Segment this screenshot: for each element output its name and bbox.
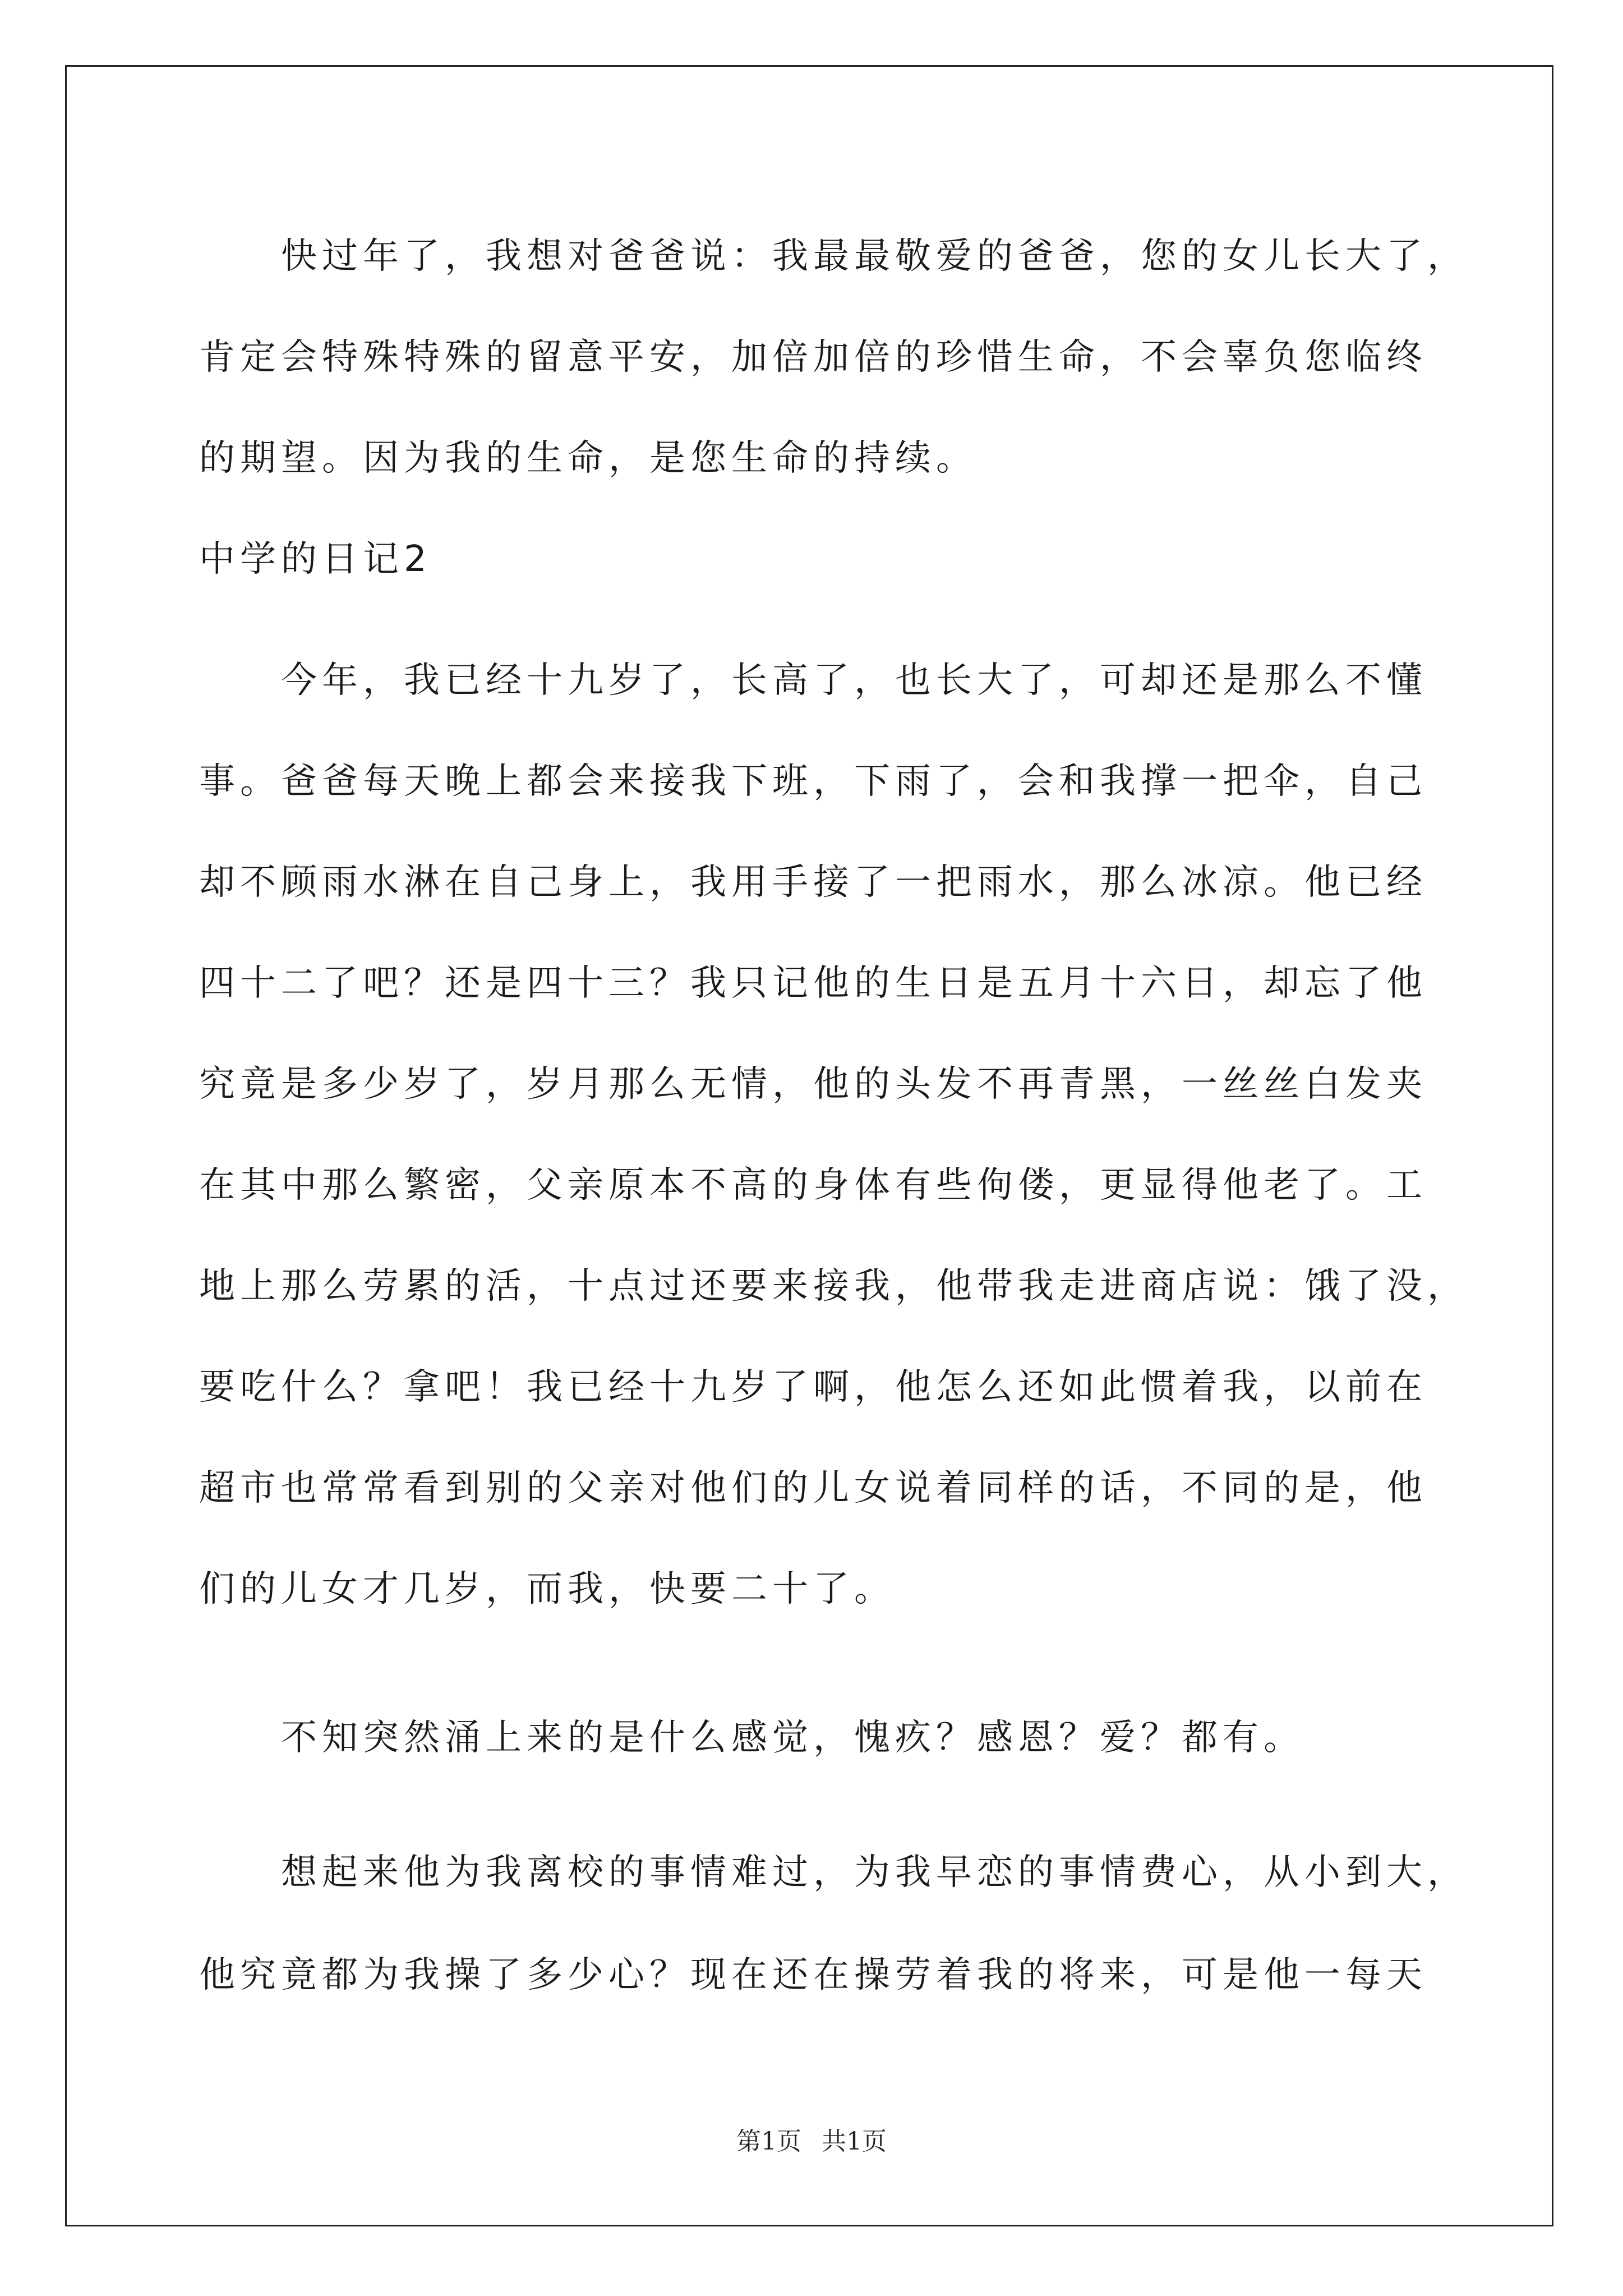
paragraph-line: 们的儿女才几岁，而我，快要二十了。 — [199, 1568, 895, 1610]
page-footer — [0, 2126, 1623, 2157]
paragraph-line: 的期望。因为我的生命，是您生命的持续。 — [199, 438, 977, 479]
page-total: 共1页 — [822, 2127, 887, 2156]
paragraph-line: 事。爸爸每天晚上都会来接我下班，下雨了，会和我撑一把伞，自己 — [199, 761, 1427, 802]
paragraph-line: 地上那么劳累的活，十点过还要来接我，他带我走进商店说：饿了没， — [199, 1266, 1468, 1307]
paragraph-line: 四十二了吧？还是四十三？我只记他的生日是五月十六日，却忘了他 — [199, 963, 1427, 1004]
page-number: 第1页 — [736, 2127, 801, 2156]
paragraph-line: 快过年了，我想对爸爸说：我最最敬爱的爸爸，您的女儿长大了， — [199, 236, 1468, 277]
paragraph-line: 要吃什么？拿吧！我已经十九岁了啊，他怎么还如此惯着我，以前在 — [199, 1366, 1427, 1408]
section-heading: 中学的日记2 — [199, 539, 432, 580]
paragraph-line: 他究竟都为我操了多少心？现在还在操劳着我的将来，可是他一每天 — [199, 1954, 1427, 1996]
paragraph-line: 不知突然涌上来的是什么感觉，愧疚？感恩？爱？都有。 — [199, 1717, 1304, 1759]
paragraph-line: 今年，我已经十九岁了，长高了，也长大了，可却还是那么不懂 — [199, 660, 1427, 701]
page-border — [65, 65, 1553, 2226]
paragraph-line: 超市也常常看到别的父亲对他们的儿女说着同样的话，不同的是，他 — [199, 1467, 1427, 1509]
paragraph-line: 却不顾雨水淋在自己身上，我用手接了一把雨水，那么冰凉。他已经 — [199, 862, 1427, 903]
paragraph-line: 想起来他为我离校的事情难过，为我早恋的事情费心，从小到大， — [199, 1852, 1468, 1893]
paragraph-line: 究竟是多少岁了，岁月那么无情，他的头发不再青黑，一丝丝白发夹 — [199, 1064, 1427, 1105]
paragraph-line: 肯定会特殊特殊的留意平安，加倍加倍的珍惜生命，不会辜负您临终 — [199, 337, 1427, 378]
paragraph-line: 在其中那么繁密，父亲原本不高的身体有些佝偻，更显得他老了。工 — [199, 1165, 1427, 1206]
